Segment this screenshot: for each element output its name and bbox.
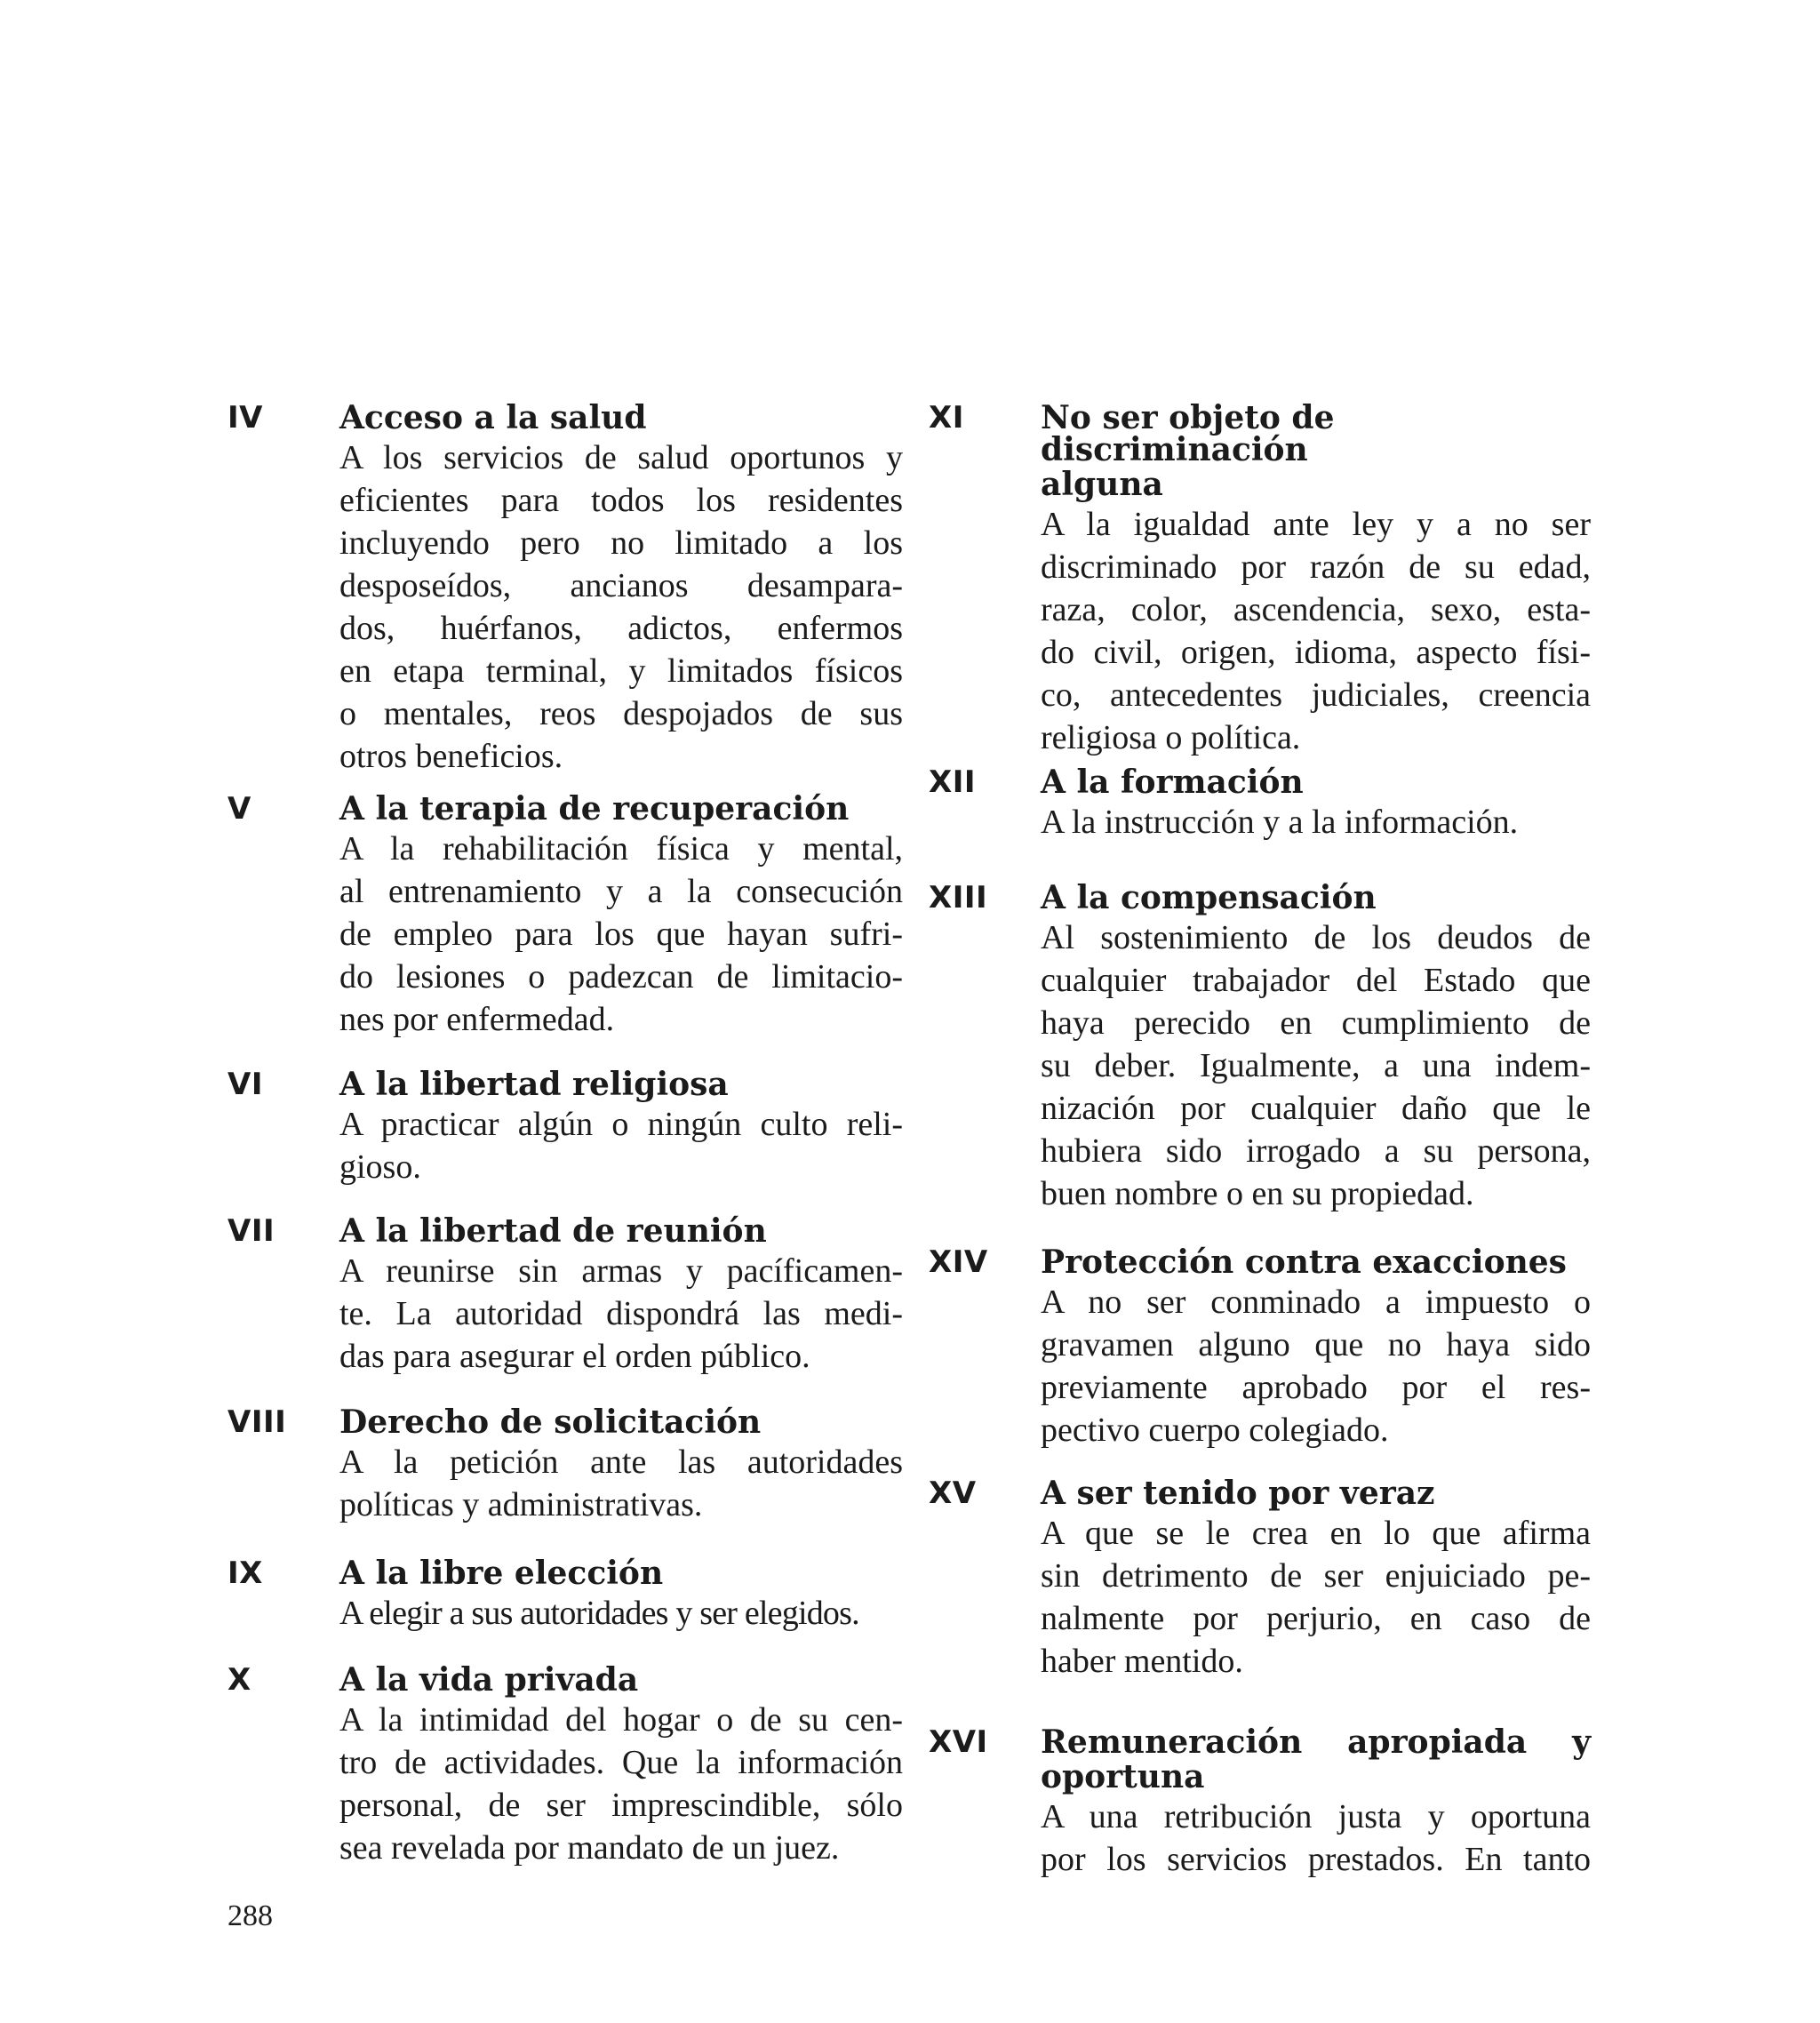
article-body bbox=[1041, 1281, 1591, 1451]
article-ix bbox=[228, 1554, 903, 1635]
article-numeral: V bbox=[228, 791, 251, 827]
body-line: en etapa terminal, y limitados físicos bbox=[339, 652, 903, 690]
body-line: A no ser conminado a impuesto o bbox=[1041, 1283, 1591, 1321]
body-line: gravamen alguno que no haya sido bbox=[1041, 1326, 1591, 1363]
article-vi bbox=[228, 1065, 903, 1188]
article-body bbox=[339, 1699, 903, 1869]
body-line: nalmente por perjurio, en caso de bbox=[1041, 1600, 1591, 1637]
body-line: o mentales, reos despojados de sus bbox=[339, 695, 903, 732]
article-xiv bbox=[929, 1243, 1591, 1451]
article-numeral: XII bbox=[929, 764, 977, 800]
body-line: incluyendo pero no limitado a los bbox=[339, 524, 903, 562]
body-line: das para asegurar el orden público. bbox=[339, 1338, 810, 1375]
article-body bbox=[1041, 916, 1591, 1215]
body-line: cualquier trabajador del Estado que bbox=[1041, 962, 1591, 999]
body-line: desposeídos, ancianos desampara- bbox=[339, 567, 903, 604]
body-line: raza, color, ascendencia, sexo, esta- bbox=[1041, 591, 1591, 628]
page-number: 288 bbox=[228, 1899, 273, 1932]
body-line: te. La autoridad dispondrá las medi- bbox=[339, 1295, 903, 1332]
article-body bbox=[1041, 801, 1591, 844]
body-line: gioso. bbox=[339, 1148, 421, 1186]
article-numeral: XIII bbox=[929, 880, 988, 916]
body-line: previamente aprobado por el res- bbox=[1041, 1369, 1591, 1406]
article-xiii bbox=[929, 878, 1591, 1215]
body-line: Al sostenimiento de los deudos de bbox=[1041, 919, 1591, 956]
article-vii bbox=[228, 1211, 903, 1378]
article-numeral: XV bbox=[929, 1475, 977, 1511]
article-title: A la libertad de reunión bbox=[339, 1212, 767, 1250]
article-title: A la libre elección bbox=[339, 1555, 664, 1592]
article-title: A la libertad religiosa bbox=[339, 1066, 729, 1103]
body-line: eficientes para todos los residentes bbox=[339, 482, 903, 519]
article-numeral: IV bbox=[228, 400, 263, 436]
article-v bbox=[228, 789, 903, 1041]
body-line: por los servicios prestados. En tanto bbox=[1041, 1841, 1591, 1878]
article-body bbox=[339, 1103, 903, 1188]
body-line: tro de actividades. Que la información bbox=[339, 1744, 903, 1781]
body-line: sin detrimento de ser enjuiciado pe- bbox=[1041, 1557, 1591, 1595]
body-line: do civil, origen, idioma, aspecto físi- bbox=[1041, 634, 1591, 671]
body-line: políticas y administrativas. bbox=[339, 1486, 703, 1523]
article-numeral: X bbox=[228, 1662, 251, 1698]
body-line: su deber. Igualmente, a una indem- bbox=[1041, 1047, 1591, 1084]
article-numeral: VIII bbox=[228, 1404, 287, 1440]
body-line: A elegir a sus autoridades y ser elegidos. bbox=[339, 1595, 859, 1632]
article-title: A ser tenido por veraz bbox=[1041, 1475, 1435, 1512]
body-line: pectivo cuerpo colegiado. bbox=[1041, 1411, 1389, 1449]
body-line: buen nombre o en su propiedad. bbox=[1041, 1175, 1474, 1212]
body-line: do lesiones o padezcan de limitacio- bbox=[339, 958, 903, 996]
body-line: A reunirse sin armas y pacíficamen- bbox=[339, 1252, 903, 1290]
article-xv bbox=[929, 1474, 1591, 1683]
body-line: A una retribución justa y oportuna bbox=[1041, 1798, 1591, 1835]
body-line: de empleo para los que hayan sufri- bbox=[339, 916, 903, 953]
article-body bbox=[1041, 503, 1591, 759]
article-title: oportuna bbox=[1041, 1758, 1205, 1795]
body-line: discriminado por razón de su edad, bbox=[1041, 548, 1591, 586]
article-xvi bbox=[929, 1723, 1591, 1881]
body-line: nización por cualquier daño que le bbox=[1041, 1090, 1591, 1127]
article-title: A la terapia de recuperación bbox=[339, 790, 850, 828]
body-line: sea revelada por mandato de un juez. bbox=[339, 1829, 840, 1867]
article-x bbox=[228, 1660, 903, 1869]
body-line: dos, huérfanos, adictos, enfermos bbox=[339, 610, 903, 647]
article-title: Protección contra exacciones bbox=[1041, 1243, 1567, 1281]
article-numeral: VII bbox=[228, 1213, 275, 1249]
article-title: A la formación bbox=[1041, 764, 1304, 801]
article-xi bbox=[929, 398, 1591, 759]
body-line: A la petición ante las autoridades bbox=[339, 1443, 903, 1481]
body-line: A que se le crea en lo que afirma bbox=[1041, 1515, 1591, 1552]
body-line: hubiera sido irrogado a su persona, bbox=[1041, 1132, 1591, 1170]
article-title: Acceso a la salud bbox=[339, 399, 647, 436]
body-line: A practicar algún o ningún culto reli- bbox=[339, 1106, 903, 1143]
body-line: co, antecedentes judiciales, creencia bbox=[1041, 676, 1591, 714]
body-line: A la rehabilitación física y mental, bbox=[339, 830, 903, 868]
article-iv bbox=[228, 398, 903, 778]
article-body bbox=[339, 1441, 903, 1526]
body-line: haya perecido en cumplimiento de bbox=[1041, 1004, 1591, 1042]
body-line: nes por enfermedad. bbox=[339, 1001, 615, 1038]
article-title: A la vida privada bbox=[339, 1661, 639, 1699]
article-title: alguna bbox=[1041, 466, 1163, 503]
article-body bbox=[339, 436, 903, 778]
article-body bbox=[1041, 1512, 1591, 1683]
body-line: A los servicios de salud oportunos y bbox=[339, 439, 903, 476]
body-line: personal, de ser imprescindible, sólo bbox=[339, 1787, 903, 1824]
article-body bbox=[1041, 1795, 1591, 1881]
body-line: religiosa o política. bbox=[1041, 719, 1301, 756]
body-line: A la instrucción y a la información. bbox=[1041, 804, 1519, 841]
body-line: A la igualdad ante ley y a no ser bbox=[1041, 506, 1591, 543]
body-line: otros beneficios. bbox=[339, 738, 563, 775]
article-title: A la compensación bbox=[1041, 879, 1377, 916]
article-body bbox=[339, 1592, 903, 1635]
body-line: A la intimidad del hogar o de su cen- bbox=[339, 1701, 903, 1739]
article-title: Derecho de solicitación bbox=[339, 1403, 762, 1441]
body-line: haber mentido. bbox=[1041, 1643, 1243, 1680]
article-numeral: XVI bbox=[929, 1724, 988, 1760]
article-title: No ser objeto de discriminación bbox=[1041, 399, 1335, 468]
body-line: al entrenamiento y a la consecución bbox=[339, 873, 903, 910]
article-xii bbox=[929, 763, 1591, 844]
article-title: Remuneración apropiada y bbox=[1041, 1723, 1591, 1761]
article-body bbox=[339, 828, 903, 1041]
article-viii bbox=[228, 1403, 903, 1526]
article-body bbox=[339, 1250, 903, 1378]
article-numeral: VI bbox=[228, 1067, 263, 1102]
article-numeral: IX bbox=[228, 1555, 263, 1591]
article-numeral: XI bbox=[929, 400, 964, 436]
article-numeral: XIV bbox=[929, 1244, 988, 1280]
